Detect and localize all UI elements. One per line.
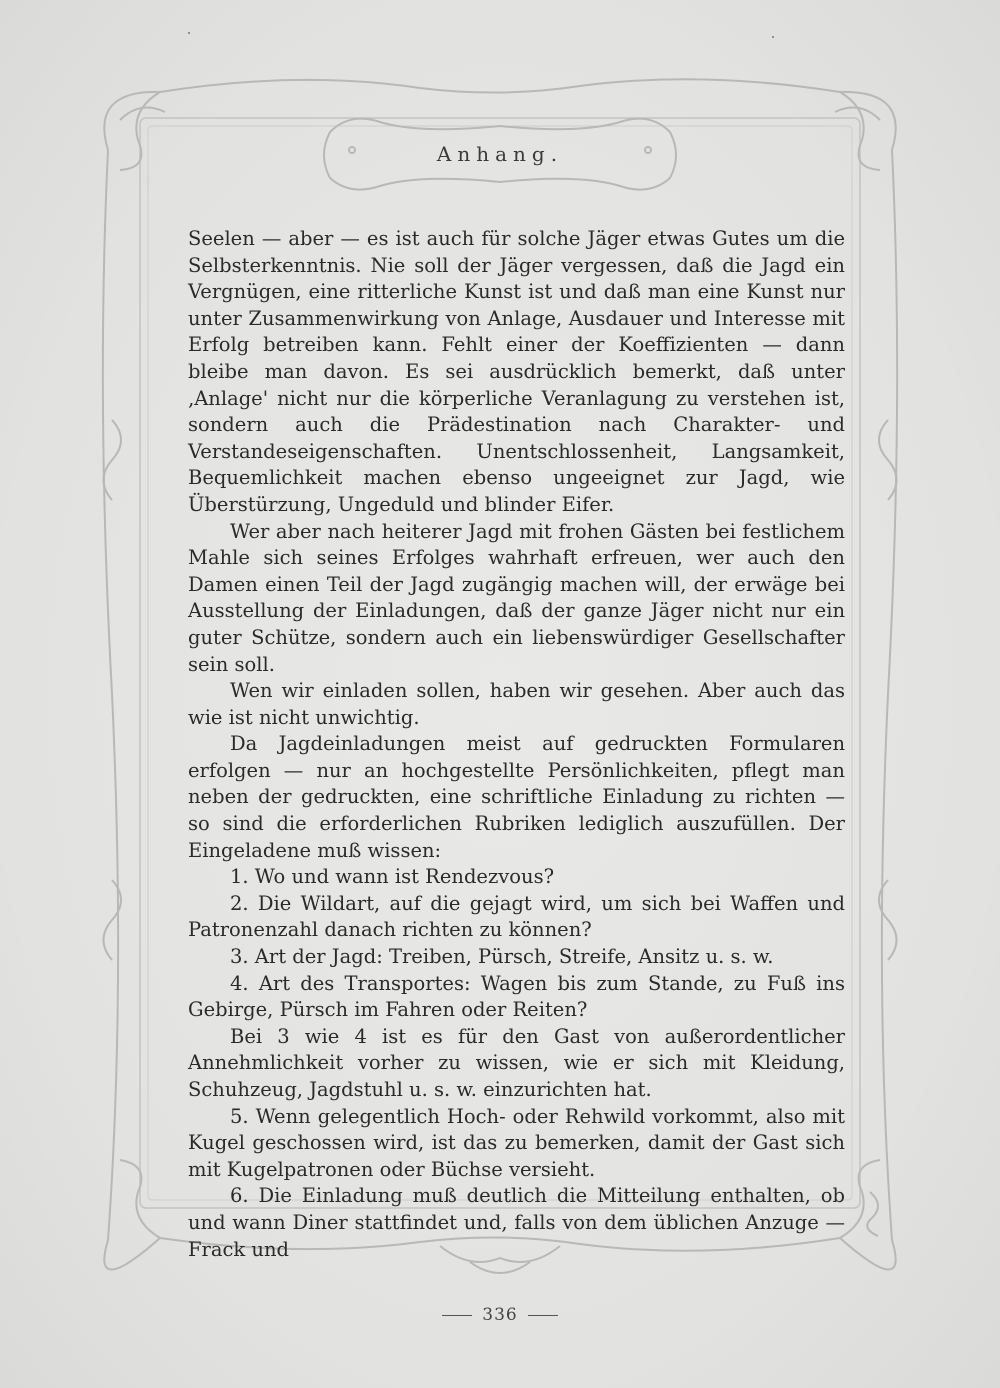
paragraph: Bei 3 wie 4 ist es für den Gast von außerordentlicher Annehmlichkeit vorher zu wissen, wie er sich mit Kleidung, Schuhzeug, Jagdstuhl u. s. w. einzurichten hat.: [188, 1024, 845, 1101]
speck: [772, 36, 774, 38]
paragraph: Seelen — aber — es ist auch für solche Jäger etwas Gutes um die Selbsterkenntnis. Nie soll der Jäger vergessen, daß die Jagd ein Vergnügen, eine ritterliche Kunst ist und daß man eine Kunst nur unter Zusammenwirkung von Anlage, Ausdauer und Interesse mit Erfolg betreiben kann. Fehlt einer der Koeffizienten — dann bleibe man davon. Es sei ausdrücklich bemerkt, daß unter ‚Anlage' nicht nur die körperliche Veranlagung zu verstehen ist, sondern auch die Prädestination nach Charakter- und Verstandeseigenschaften. Unentschlossenheit, Langsamkeit, Bequemlichkeit machen ebenso ungeeignet zur Jagd, wie Überstürzung, Ungeduld und blinder Eifer.: [188, 227, 845, 516]
speck: [188, 32, 190, 34]
list-item: 4. Art des Transportes: Wagen bis zum Stande, zu Fuß ins Gebirge, Pürsch im Fahren oder Reiten?: [188, 971, 845, 1022]
dash-right: [528, 1315, 558, 1316]
running-header: Anhang.: [436, 142, 564, 166]
paragraph: Wen wir einladen sollen, haben wir gesehen. Aber auch das wie ist nicht unwichtig.: [188, 679, 845, 729]
page-footer: [0, 1305, 1000, 1325]
list-item: 6. Die Einladung muß deutlich die Mitteilung enthalten, ob und wann Diner stattfindet und, falls von dem üblichen Anzuge — Frack und: [188, 1184, 845, 1261]
body-text: [188, 226, 845, 1263]
list-item: 3. Art der Jagd: Treiben, Pürsch, Streife, Ansitz u. s. w.: [230, 945, 774, 969]
list-item: 5. Wenn gelegentlich Hoch- oder Rehwild vorkommt, also mit Kugel geschossen wird, ist das zu bemerken, damit der Gast sich mit Kugelpatronen oder Büchse versieht.: [188, 1104, 845, 1181]
paragraph: Da Jagdeinladungen meist auf gedruckten Formularen erfolgen — nur an hochgestellte Persönlichkeiten, pflegt man neben der gedruckten, eine schriftliche Einladung zu richten — so sind die erforderlichen Rubriken lediglich auszufüllen. Der Eingeladene muß wissen:: [188, 732, 845, 862]
paragraph: Wer aber nach heiterer Jagd mit frohen Gästen bei festlichem Mahle sich seines Erfolges wahrhaft erfreuen, wer auch den Damen einen Teil der Jagd zugängig machen will, der erwäge bei Ausstellung der Einladungen, daß der ganze Jäger nicht nur ein guter Schütze, sondern auch ein liebenswürdiger Gesellschafter sein soll.: [188, 519, 845, 676]
list-item: 2. Die Wildart, auf die gejagt wird, um sich bei Waffen und Patronenzahl danach richten zu können?: [188, 891, 845, 942]
dash-left: [442, 1315, 472, 1316]
page-number: 336: [482, 1305, 518, 1325]
list-item: 1. Wo und wann ist Rendezvous?: [230, 865, 555, 889]
